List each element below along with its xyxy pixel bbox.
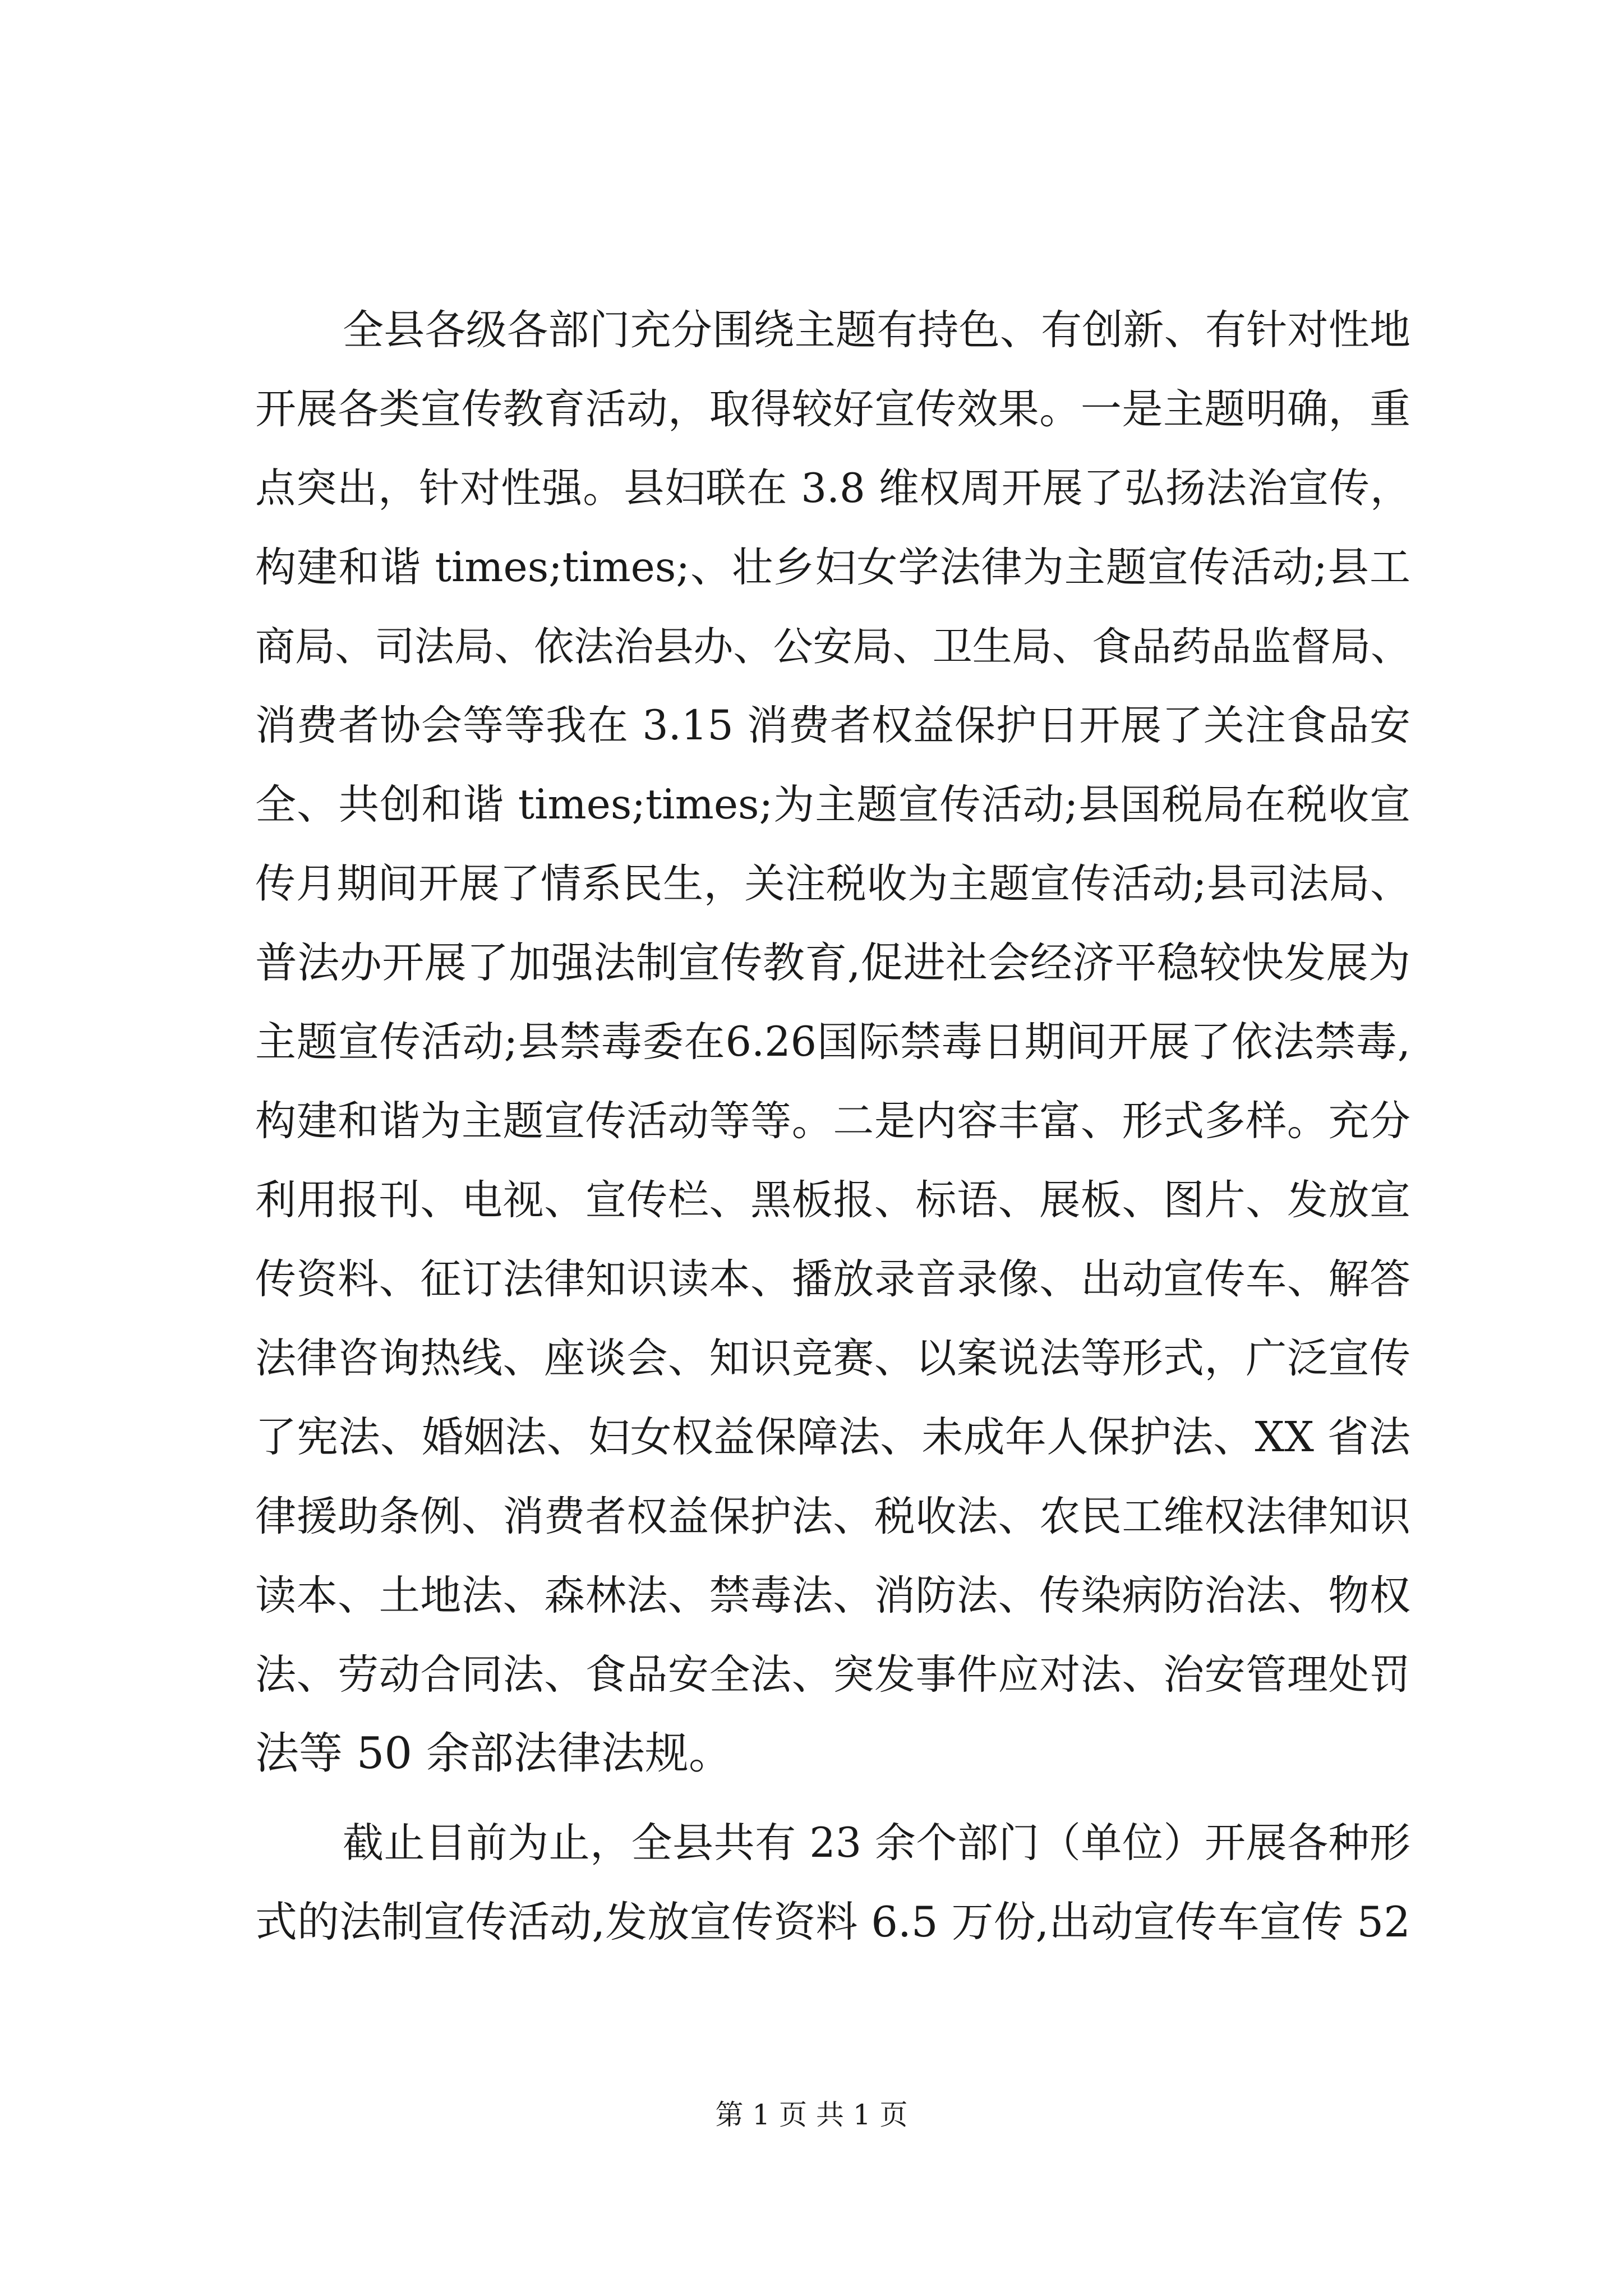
text-line: 读本、土地法、森林法、禁毒法、消防法、传染病防治法、物权 xyxy=(255,1572,1410,1619)
text-line: 利用报刊、电视、宣传栏、黑板报、标语、展板、图片、发放宣 xyxy=(255,1176,1410,1224)
text-line: 商局、司法局、依法治县办、公安局、卫生局、食品药品监督局、 xyxy=(255,623,1410,670)
text-line: 律援助条例、消费者权益保护法、税收法、农民工维权法律知识 xyxy=(255,1493,1410,1540)
text-line: 法、劳动合同法、食品安全法、突发事件应对法、治安管理处罚 xyxy=(255,1651,1410,1699)
text-line: 消费者协会等等我在 3.15 消费者权益保护日开展了关注食品安 xyxy=(255,702,1410,749)
text-line: 式的法制宣传活动,发放宣传资料 6.5 万份,出动宣传车宣传 52 xyxy=(255,1897,1410,1947)
document-body xyxy=(255,291,1410,1962)
paragraph-1 xyxy=(255,291,1410,1793)
text-line: 截止目前为止，全县共有 23 余个部门（单位）开展各种形 xyxy=(343,1819,1410,1867)
text-line: 全、共创和谐 times;times;为主题宣传活动;县国税局在税收宣 xyxy=(255,781,1410,829)
paragraph-2 xyxy=(255,1803,1410,1962)
text-line: 全县各级各部门充分围绕主题有持色、有创新、有针对性地 xyxy=(343,306,1410,354)
text-line: 主题宣传活动;县禁毒委在6.26国际禁毒日期间开展了依法禁毒, xyxy=(255,1018,1410,1066)
page-number-footer: 第 1 页 共 1 页 xyxy=(715,2099,908,2131)
text-line: 普法办开展了加强法制宣传教育,促进社会经济平稳较快发展为 xyxy=(255,938,1410,987)
text-line: 传资料、征订法律知识读本、播放录音录像、出动宣传车、解答 xyxy=(255,1255,1410,1303)
paragraph-spacer xyxy=(255,1793,1410,1803)
text-line: 传月期间开展了情系民生，关注税收为主题宣传活动;县司法局、 xyxy=(255,860,1410,907)
text-line: 构建和谐为主题宣传活动等等。二是内容丰富、形式多样。充分 xyxy=(255,1097,1410,1145)
text-line: 法律咨询热线、座谈会、知识竞赛、以案说法等形式，广泛宣传 xyxy=(255,1335,1410,1382)
text-line: 开展各类宣传教育活动，取得较好宣传效果。一是主题明确，重 xyxy=(255,385,1410,433)
text-line: 点突出，针对性强。县妇联在 3.8 维权周开展了弘扬法治宣传， xyxy=(255,464,1410,512)
text-line: 法等 50 余部法律法规。 xyxy=(255,1728,732,1779)
text-line: 了宪法、婚姻法、妇女权益保障法、未成年人保护法、XX 省法 xyxy=(255,1413,1410,1461)
text-line: 构建和谐 times;times;、壮乡妇女学法律为主题宣传活动;县工 xyxy=(255,544,1410,591)
